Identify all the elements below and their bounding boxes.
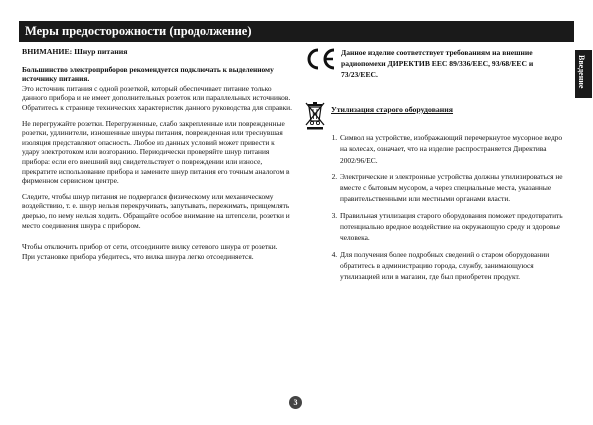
left-column	[22, 47, 292, 267]
intro-text: Это источник питания с одной розеткой, который обеспечивает питание только данного прибора и не имеет дополнительных розеток или параллельных источников. Обратитесь к странице технических характеристик данного руководства для справки.	[22, 83, 292, 112]
intro-bold-text: Большинство электроприборов рекомендуется подключать к выделенному источнику питания.	[22, 64, 274, 84]
overload-paragraph: Не перегружайте розетки. Перегруженные, слабо закрепленные или поврежденные розетки, удлинители, изношенные шнуры питания, поврежденная или треснувшая изоляция представляют опасность. Любое из данных условий может привести к удару электротоком или возгоранию. Периодически проверяйте шнур питания прибора: если его внешний вид свидетельствует о повреждении или износе, прекратите использование прибора и замените шнур питания его точным аналогом в фирменном сервисном центре.	[22, 118, 290, 186]
ce-compliance-text: Данное изделие соответствует требованиям на внешние радиопомехи ДИРЕКТИВ ЕЕС 89/336/EEC, 93/68/EEC и 73/23/EEC.	[341, 48, 534, 79]
list-item: 4. Для получения более подробных сведений о старом оборудовании обратитесь в администрацию города, службу, занимающуюся утилизацией или в магазин, где был приобретен продукт.	[339, 249, 571, 283]
right-column	[303, 47, 571, 288]
list-item: 2. Электрические и электронные устройства должны утилизироваться не вместе с бытовым мусором, а через специальные места, указанные правительственными или местными органами власти.	[339, 171, 571, 205]
page-header	[19, 21, 574, 42]
crossed-wheelie-bin-icon	[303, 100, 327, 130]
disposal-heading: Утилизация старого оборудования	[331, 105, 454, 114]
cord-protection-paragraph: Следите, чтобы шнур питания не подвергался физическому или механическому воздействию, т. е. шнур нельзя перекручивать, запутывать, пережимать, прищемлять дверью, по нему нельзя ходить. Обращайте особое внимание на штепсели, розетки и место соединения шнура с прибором.	[22, 191, 290, 230]
page-title: Меры предосторожности (продолжение)	[25, 24, 252, 38]
list-item: 1. Символ на устройстве, изображающий перечеркнутое мусорное ведро на колесах, означает, что на изделие распространяется Директива 2002/96/EC.	[339, 132, 571, 166]
list-item: 3. Правильная утилизация старого оборудования поможет предотвратить потенциально вредное воздействие на окружающую среду и здоровье человека.	[339, 210, 571, 244]
ce-mark-icon	[303, 48, 337, 70]
disconnect-paragraph: Чтобы отключить прибор от сети, отсоедините вилку сетевого шнура от розетки. При установке прибора убедитесь, что вилка шнура легко отсоединяется.	[22, 242, 278, 261]
intro-paragraph	[22, 65, 292, 113]
disposal-list	[303, 132, 571, 283]
warning-heading: ВНИМАНИЕ: Шнур питания	[22, 47, 128, 56]
section-tab-label: Введение	[577, 55, 586, 89]
ce-compliance-block	[303, 47, 571, 87]
disposal-header	[303, 100, 571, 120]
page-number: 3	[289, 396, 302, 409]
